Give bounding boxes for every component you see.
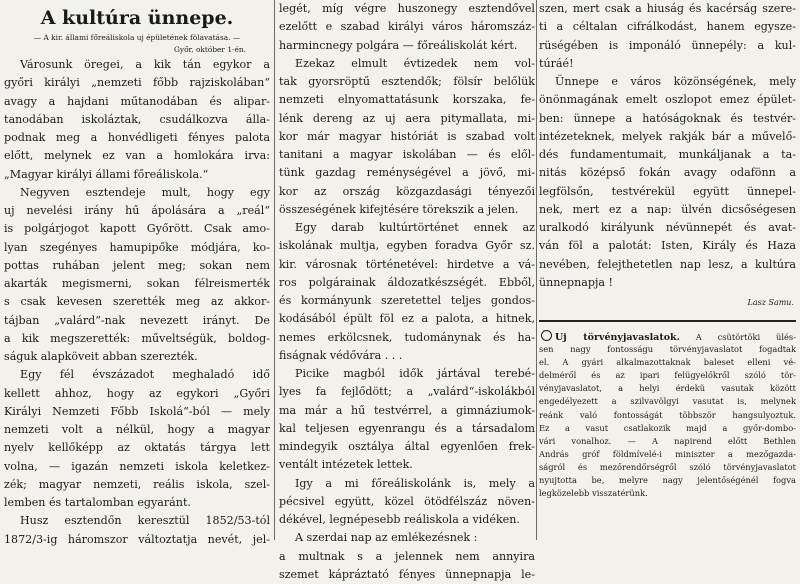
text-line: nyelv kellőképp az oktatás tárgya lett — [4, 441, 270, 455]
text-line: Igy a mi főreáliskolánk is, mely a — [295, 476, 535, 490]
text-line: fiságnak védővára . . . — [279, 348, 403, 362]
text-line: kal teljesen egyenrangu és a társadalom — [279, 421, 535, 435]
text-line: volna, — igazán nemzeti iskola keletkez- — [4, 459, 270, 473]
text-line: lyan szegényes hamupipőke módjára, ko- — [4, 240, 270, 254]
text-line: tájban „valárd“-nak nevezett irányt. De — [4, 313, 270, 327]
article-body-column-1 — [4, 56, 270, 549]
article-body-column-3 — [539, 0, 796, 292]
text-line: lénk dereng az uj aera pitymallata, mi- — [279, 111, 535, 125]
text-line: nevében, felejthetetlen nap lesz, a kultúra — [539, 257, 796, 271]
text-line: András gróf földmívelé-i miniszter a mezőgazda- — [539, 448, 796, 459]
text-line: ros polgárainak áldozatkészségét. Ebből, — [279, 275, 535, 289]
text-line: ben: ünnepe a hatóságoknak és testvér- — [539, 111, 796, 125]
text-line: 1872/3-ig háromszor változtatja nevét, jel- — [4, 532, 270, 546]
text-line: podnak meg a honvédligeti fényes palota — [4, 131, 270, 144]
text-line: nitás középső fokán avagy odafönn a — [539, 166, 796, 180]
text-line: ságról és mezőrendőrségről szóló törvényjavaslatot — [539, 461, 796, 472]
notice-body — [539, 343, 796, 500]
text-line: kellett ahhoz, hogy az egykori „Győri — [4, 386, 270, 400]
text-line: ezelőtt e szabad királyi város háromszáz- — [279, 20, 535, 34]
text-line: dékével, legnépesebb reáliskola a vidéken. — [279, 513, 520, 526]
text-line: ünnepnapja ! — [539, 275, 613, 289]
article-subtitle: — A kir. állami főreáliskola uj épületének fölavatása. — — [33, 33, 241, 42]
text-line: ma már a hű testvérrel, a gimnáziumok- — [279, 403, 535, 417]
text-line: kir. városnak történetével: hirdetve a vá- — [279, 257, 535, 271]
text-line: intézeteknek, melyek rakják bár a művelő- — [539, 129, 796, 143]
text-line: legfölsőn, testvérekül együtt ünnepel- — [539, 184, 796, 198]
text-line: akarták megismerni, sokan félreismerték — [4, 277, 270, 290]
text-line: dés fundamentumait, munkáljanak a ta- — [539, 148, 796, 161]
notice-heading — [539, 330, 796, 343]
article-column-1 — [4, 0, 270, 549]
notice-first-line: A csütörtöki ülés- — [695, 332, 796, 342]
text-line: Picike magból idők jártával terebé- — [295, 367, 535, 380]
text-line: kodásából épült föl ez a palota, a hitnek, — [279, 312, 535, 326]
text-line: rüségében is imponáló ünnepély: a kul- — [539, 38, 796, 52]
text-line: delméről és az ipari felügyelőkről szóló tör- — [539, 370, 796, 381]
text-line: Egy darab kultúrtörténet ennek az — [295, 221, 535, 234]
text-line: tanodában iskoláztak, csudálkozva álla- — [4, 112, 270, 126]
text-line: legét, míg végre huszonegy esztendővel — [279, 2, 535, 15]
text-line: ti a céltalan cifrálkodást, hanem egysze- — [539, 20, 796, 34]
column-divider — [274, 0, 275, 540]
text-line: ventált intézetek lettek. — [279, 458, 413, 472]
text-line: szen, mert csak a hiuság és kacérság szere- — [539, 2, 796, 15]
text-line: nemzeti volt a nélkül, hogy a magyar — [4, 423, 270, 436]
text-line: győri királyi „nemzeti főbb rajziskolában“ — [4, 76, 270, 90]
text-line: tak gyorsröptű esztendők; fölsír belőlük — [279, 75, 535, 88]
article-title: A kultúra ünnepe. — [40, 7, 234, 29]
text-line: engedélyezett a szilvavölgyi vasutat is, melynek — [539, 396, 796, 407]
text-line: lemben és tartalomban egyaránt. — [4, 496, 191, 509]
text-line: és kormányunk szeretettel teljes gondos- — [279, 294, 535, 307]
text-line: uj nevelési irány hű ápolására a „reál“ — [4, 204, 270, 217]
text-line: nek, mert ez a nap: ülvén dicsőségesen — [539, 202, 796, 216]
text-line: pottas ruhában jelent meg; sokan nem — [4, 258, 270, 272]
text-line: mindegyik osztálya által egyenlően frek- — [279, 440, 535, 453]
text-line: avagy a hajdani műtanodában és alipar- — [4, 94, 270, 108]
text-line: is polgárjogot kapott Győrött. Csak amo- — [4, 222, 270, 236]
text-line: zék; magyar nemzeti, reális iskola, szel- — [4, 477, 270, 491]
article-signature: Lasz Samu. — [747, 298, 794, 307]
text-line: összeségének kifejtésére törekszik a jelen. — [279, 202, 519, 216]
text-line: kor már magyar históriát is szabad volt — [279, 129, 535, 143]
text-line: Városunk öregei, a kik tán egykor a — [20, 58, 270, 71]
text-line: a kik megszerették: műveltségük, boldog- — [4, 331, 270, 345]
text-line: s csak kevesen szerették meg az akkor- — [4, 295, 270, 309]
circle-bullet-icon — [541, 330, 552, 341]
text-line: harmincnegy polgára — főreáliskolát kért. — [279, 38, 518, 52]
text-line: Husz esztendőn keresztül 1852/53-tól — [20, 514, 270, 528]
text-line: tanitani a magyar iskolában — és elől- — [279, 148, 535, 161]
text-line: pécsivel együtt, közel ötödfélszáz növen- — [279, 494, 535, 508]
article-body-column-2 — [279, 0, 535, 584]
article-column-2 — [279, 0, 535, 584]
text-line: nemzeti elnyomattatásunk korszaka, fe- — [279, 93, 535, 107]
column-divider — [536, 0, 537, 540]
text-line: Ezekaz elmult évtizedek nem vol- — [295, 56, 535, 70]
text-line: „Magyar királyi állami főreáliskola.“ — [4, 167, 209, 181]
section-separator — [539, 320, 796, 322]
text-line: iskolának multja, egyben foradva Győr sz. — [279, 239, 535, 253]
text-line: a multnak s a jelennek nem annyira — [279, 549, 535, 563]
text-line: A szerdai nap az emlékezésnek : — [295, 531, 478, 545]
text-line: nemes erkölcsnek, tudománynak és ha- — [279, 330, 535, 344]
text-line: tünk gazdag reménységével a jövő, mi- — [279, 166, 535, 180]
text-line: Ez a vasut csatlakozik majd a győr-dombo- — [539, 422, 796, 433]
text-line: uralkodó királyunk névünnepét és avat- — [539, 221, 796, 234]
text-line: túráé! — [539, 56, 574, 70]
text-line: sen nagy fontosságu törvényjavaslatot fogadtak — [539, 344, 796, 355]
text-line: szemet kápráztató fényes ünnepnapja le- — [279, 567, 535, 581]
text-line: kor az ország közgazdasági tényezői — [279, 184, 535, 198]
article-dateline: Győr, október 1-én. — [174, 45, 246, 54]
text-line: önönmagának emelt oszlopot emez épület- — [539, 93, 796, 107]
text-line: reánk való fontosságát többször hangsulyoztuk. — [539, 409, 796, 420]
text-line: Ünnepe e város közönségének, mely — [555, 75, 796, 88]
text-line: Egy fél évszázadot meghaladó idő — [20, 368, 270, 382]
text-line: nyujtotta be, melyre nagy jelentőségénél fogva — [539, 475, 796, 486]
text-line: lyes fa fejlődött; a „valárd“-iskolákból — [279, 385, 535, 399]
text-line: ván föl a palotát: Isten, Király és Haza — [539, 239, 796, 253]
article-column-3 — [539, 0, 796, 500]
notice-title: Uj törvényjavaslatok. — [555, 332, 680, 343]
text-line: Negyven esztendeje mult, hogy egy — [20, 185, 270, 199]
text-line: ságuk alapköveit abban szerezték. — [4, 350, 198, 363]
text-line: vényjavaslatot, a helyi érdekü vasutak között — [539, 383, 796, 394]
text-line: legközelebb visszatérünk. — [539, 488, 648, 499]
text-line: Királyi Nemzeti Főbb Iskolá“-ból — mely — [4, 404, 270, 418]
text-line: vári vonalhoz. — A napirend előtt Bethlen — [539, 435, 796, 446]
text-line: előtt, melynek ez van a homlokára irva: — [4, 149, 270, 163]
text-line: el. A gyári alkalmazottaknak baleset elleni vé- — [539, 357, 796, 368]
